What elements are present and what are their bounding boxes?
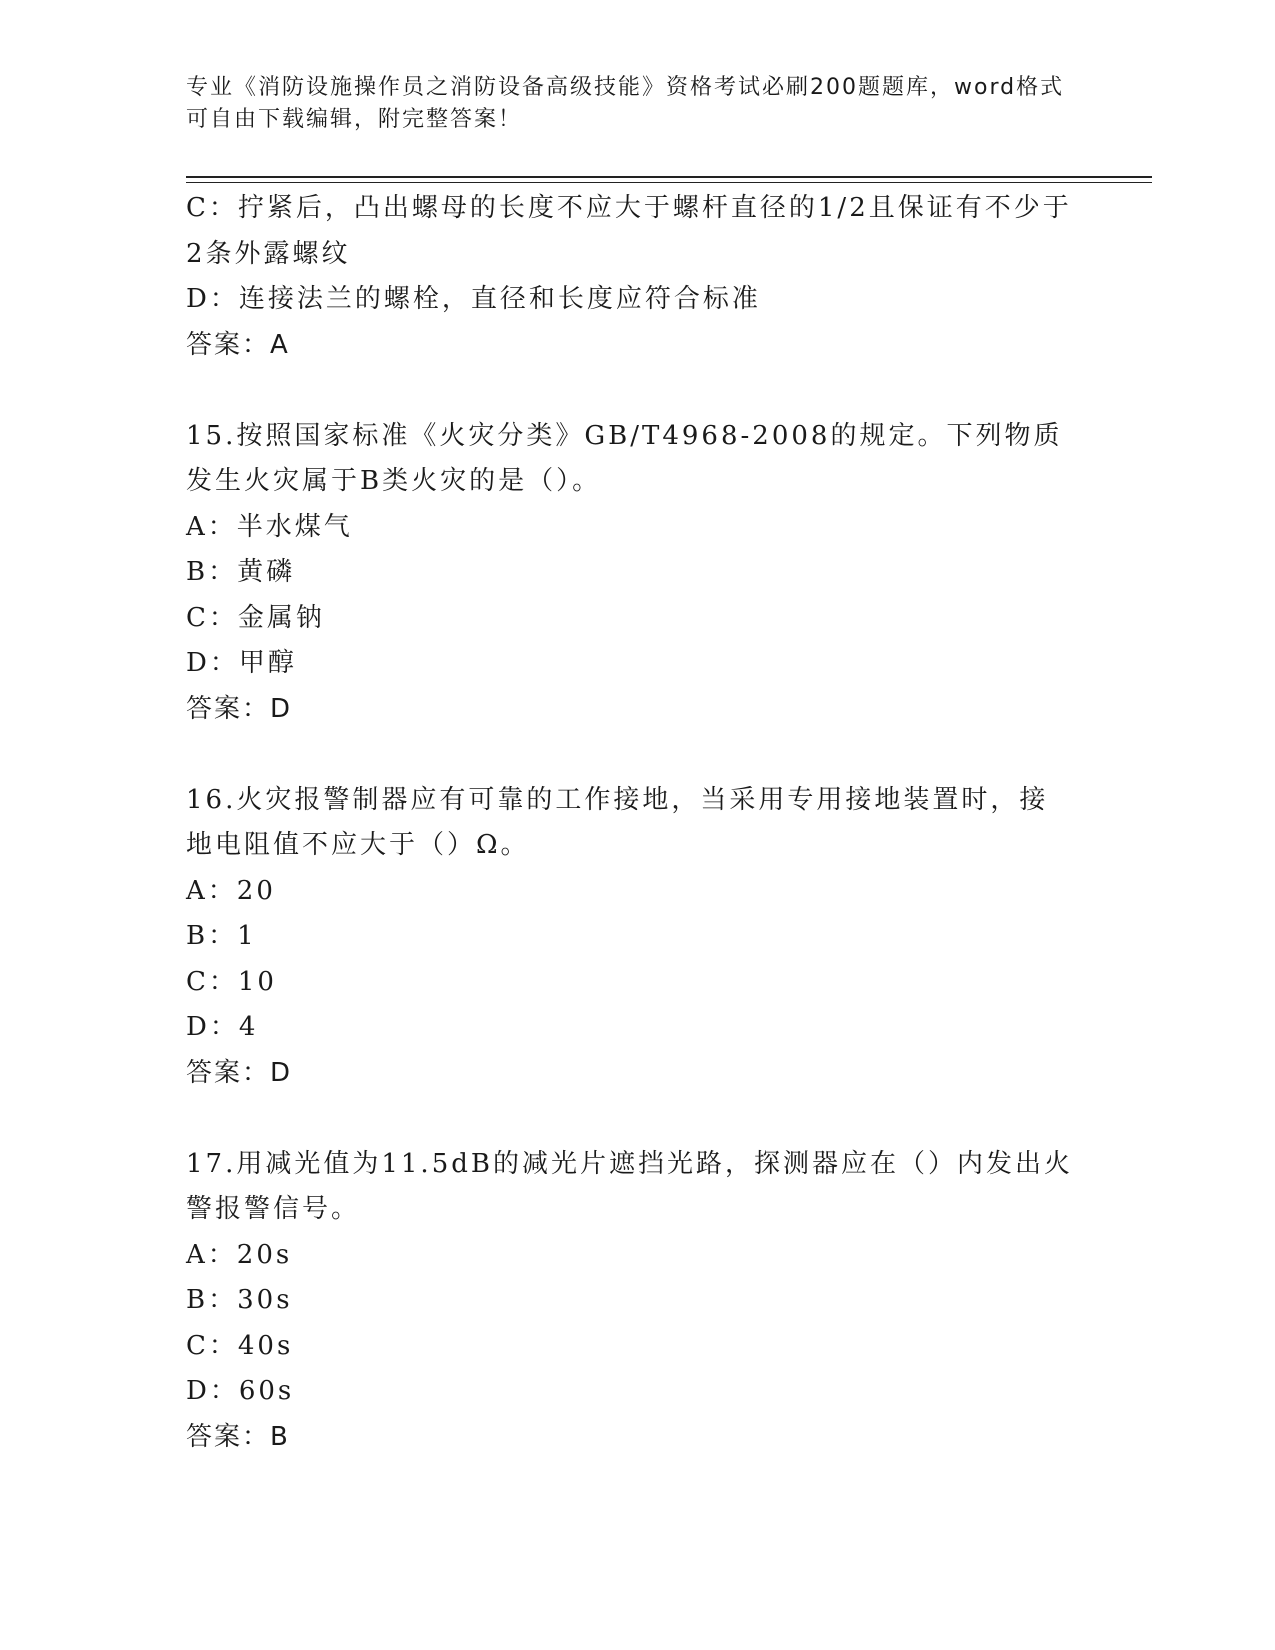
spacer — [186, 732, 1076, 778]
answer-line: 答案：D — [186, 1057, 293, 1088]
answer-line: 答案：A — [186, 329, 290, 360]
option-d: D：甲醇 — [186, 648, 297, 678]
option-a: A：半水煤气 — [186, 511, 353, 542]
document-header: 专业《消防设施操作员之消防设备高级技能》资格考试必刷200题题库，word格式可自由下载编辑，附完整答案！ — [186, 75, 1065, 132]
option-b: B：30s — [186, 1285, 293, 1315]
question-stem: 15.按照国家标准《火灾分类》GB/T4968-2008的规定。下列物质发生火灾属于B类火灾的是（）。 — [186, 420, 1063, 496]
spacer — [186, 1096, 1076, 1142]
option-a: A：20s — [186, 1239, 293, 1270]
answer-line: 答案：D — [186, 693, 293, 724]
option-b: B：1 — [186, 921, 257, 951]
question-block — [186, 414, 1076, 733]
option-c: C：拧紧后，凸出螺母的长度不应大于螺杆直径的1/2且保证有不少于2条外露螺纹 — [186, 193, 1072, 269]
option-a: A：20 — [186, 875, 276, 906]
partial-question-block — [186, 186, 1076, 368]
option-d: D：60s — [186, 1376, 295, 1406]
option-d: D：连接法兰的螺栓，直径和长度应符合标准 — [186, 284, 761, 314]
spacer — [186, 368, 1076, 414]
question-stem: 17.用减光值为11.5dB的减光片遮挡光路，探测器应在（）内发出火警报警信号。 — [186, 1148, 1073, 1224]
option-c: C：10 — [186, 966, 277, 997]
question-list — [186, 186, 1076, 1460]
option-d: D：4 — [186, 1012, 259, 1042]
question-stem: 16.火灾报警制器应有可靠的工作接地，当采用专用接地装置时，接地电阻值不应大于（）Ω。 — [186, 784, 1049, 860]
header-rule-thin — [186, 182, 1152, 183]
option-c: C：40s — [186, 1330, 294, 1361]
option-c: C：金属钠 — [186, 602, 325, 633]
header-rule-thick — [186, 176, 1152, 178]
answer-line: 答案：B — [186, 1421, 290, 1452]
question-block — [186, 1142, 1076, 1461]
option-b: B：黄磷 — [186, 557, 296, 587]
question-block — [186, 778, 1076, 1097]
